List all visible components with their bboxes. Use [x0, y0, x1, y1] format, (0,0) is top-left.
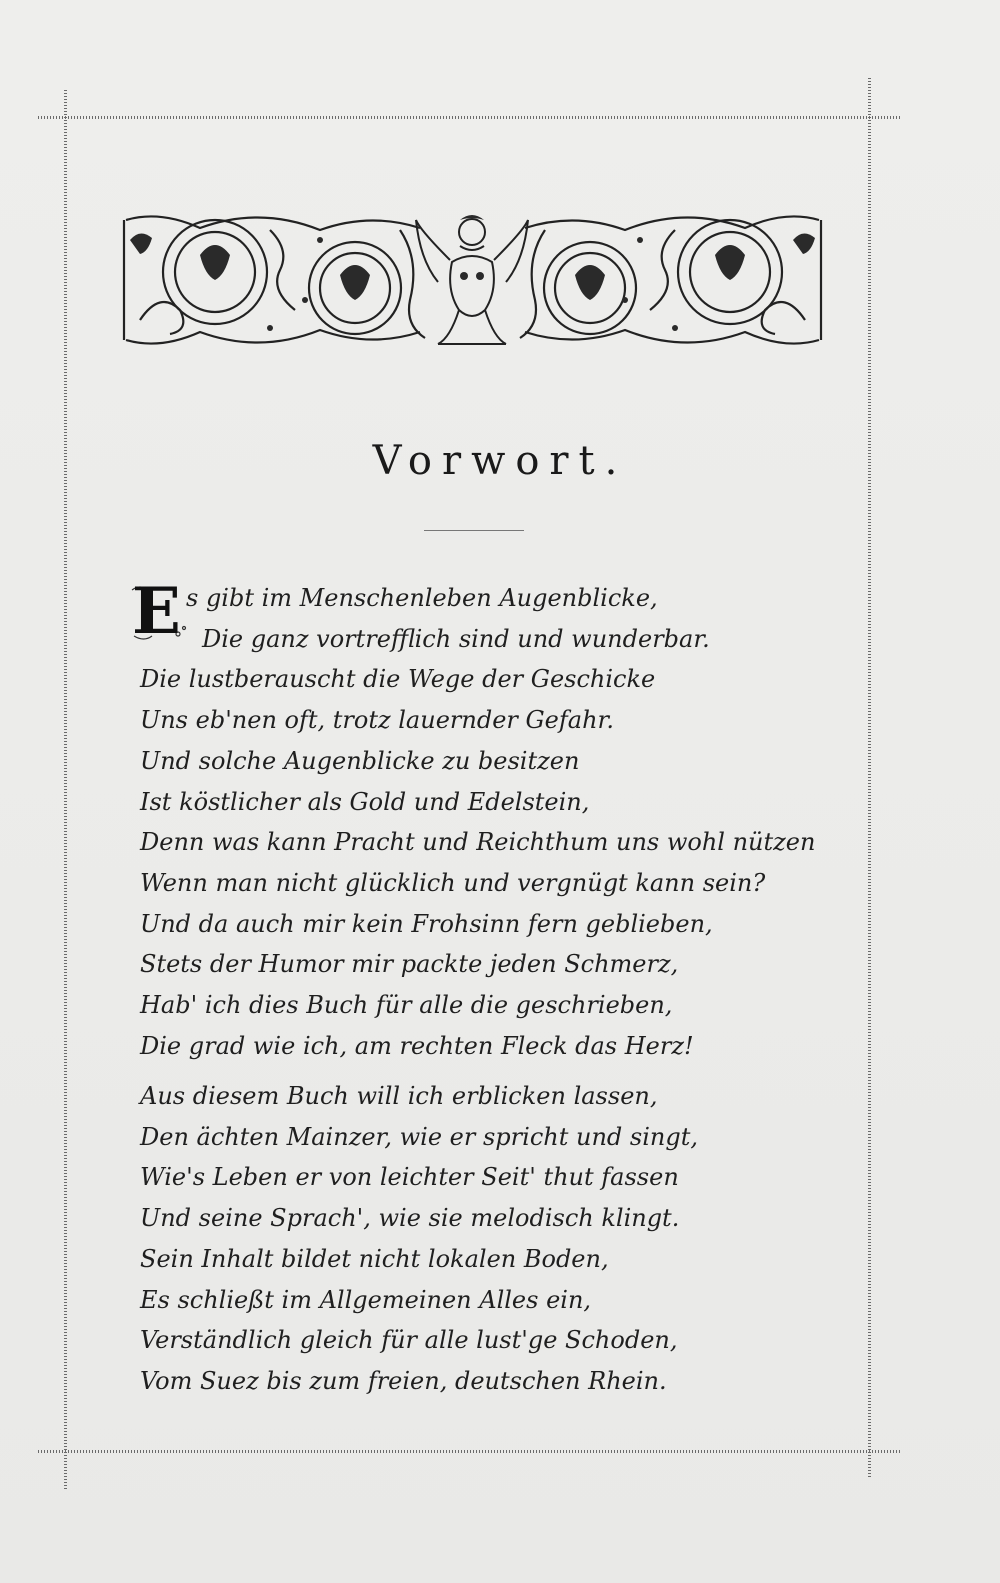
verse-line: Uns eb'nen oft, trotz lauernder Gefahr. — [140, 706, 614, 735]
verse-line — [140, 578, 815, 619]
verse-line: Ist köstlicher als Gold und Edelstein, — [140, 787, 590, 816]
verse-line: Und da auch mir kein Frohsinn fern geblieben, — [140, 909, 713, 938]
top-frame-rule — [38, 116, 900, 119]
verse-line: Aus diesem Buch will ich erblicken lassen, — [140, 1082, 658, 1110]
left-frame-rule — [64, 90, 67, 1490]
title-divider — [424, 530, 524, 531]
right-frame-rule — [868, 78, 871, 1478]
verse-line: Wenn man nicht glücklich und vergnügt kann sein? — [140, 868, 766, 897]
verse-line: Die ganz vortrefflich sind und wunderbar. — [202, 624, 710, 653]
ornament-banner-icon — [120, 210, 825, 350]
verse-line: Und seine Sprach', wie sie melodisch klingt. — [140, 1204, 680, 1233]
verse-line: Vom Suez bis zum freien, deutschen Rhein. — [140, 1366, 667, 1395]
verse-line: Verständlich gleich für alle lust'ge Schoden, — [140, 1326, 678, 1355]
verse-line: Stets der Humor mir packte jeden Schmerz, — [140, 950, 679, 979]
verse-line: Hab' ich dies Buch für alle die geschrieben, — [140, 991, 673, 1020]
verse-line: Wie's Leben er von leichter Seit' thut fassen — [140, 1163, 679, 1192]
stanza-2 — [140, 1076, 698, 1402]
verse-line: Die grad wie ich, am rechten Fleck das Herz! — [140, 1031, 694, 1060]
page-title: Vorwort. — [372, 438, 628, 484]
verse-line: Den ächten Mainzer, wie er spricht und singt, — [140, 1122, 698, 1151]
verse-line: Sein Inhalt bildet nicht lokalen Boden, — [140, 1244, 609, 1273]
verse-line: Die lustberauscht die Wege der Geschicke — [140, 665, 656, 694]
verse-line: Es schließt im Allgemeinen Alles ein, — [140, 1285, 592, 1314]
stanza-1 — [140, 578, 815, 1066]
bottom-frame-rule — [38, 1450, 900, 1453]
verse-line: Und solche Augenblicke zu besitzen — [140, 746, 580, 775]
drop-cap-letter: E — [132, 574, 181, 649]
first-line-text: s gibt im Menschenleben Augenblicke, — [186, 584, 658, 612]
verse-line: Denn was kann Pracht und Reichthum uns wohl nützen — [140, 828, 816, 857]
